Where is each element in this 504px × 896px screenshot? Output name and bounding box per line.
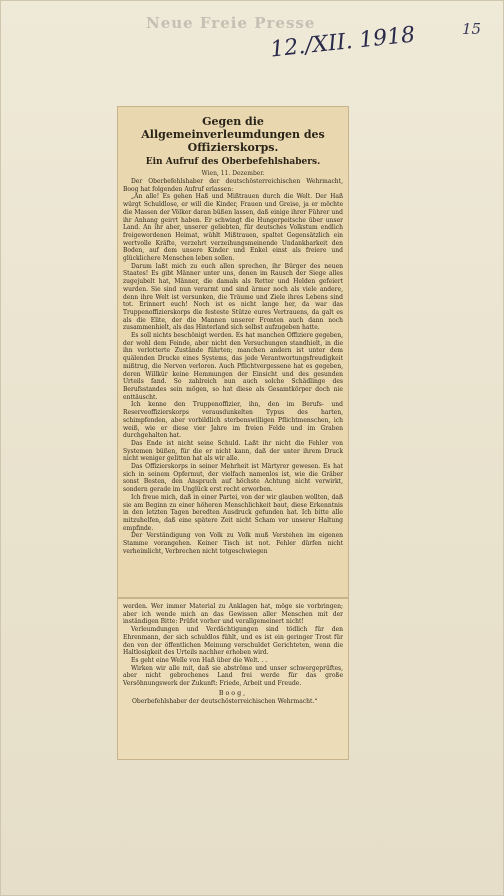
continuation-paragraph: Wirken wir alle mit, daß sie abströme und unser schwergeprüftes, aber nicht gebrochenes Land frei werde für das große Versöhnungswerk der Zukunft: Friede, Arbeit und Freude. <box>123 664 343 688</box>
article-paragraph: Das Ende ist nicht seine Schuld. Laßt ihr nicht die Fehler von Systemen büßen, für die er nicht kann, daß der unter ihrem Druck nicht weniger gelitten hat als wir alle. <box>123 439 343 463</box>
continuation-paragraph: werden. Wer immer Material zu Anklagen hat, möge sie vorbringen; aber ich wende mich an das Gewissen aller Menschen mit der inständigen Bitte: Prüfet vorher und verallgemeinert nicht! <box>123 603 343 626</box>
article-subheadline: Ein Aufruf des Oberbefehlshabers. <box>145 157 321 167</box>
continuation-paragraph: Es geht eine Welle von Haß über die Welt. . . <box>131 656 268 664</box>
article-paragraph: „An alle! Es gehen Haß und Mißtrauen durch die Welt. Der Haß würgt Schuldlose, er will die Kinder, Frauen und Greise, ja er möchte die Massen der Völker daran büßen lassen, daß einige ihrer Führer und ihr Anhang geirrt haben. Er schwingt die Hungerpeitsche über unser Land. An ihr aber, unserer geliebten, für deutsches Volkstum endlich freigewordenen Heimat, wühlt Mißtrauen, spaltet Gegensätzlich ein wertvolle Kräfte, verzehrt verzeihungsmeinende Undankbarkeit den Boden, auf dem unsere Kinder und Enkel einst als freiere und glücklichere Menschen leben sollen. <box>123 193 343 263</box>
article-paragraph: Der Oberbefehlshaber der deutschösterreichischen Wehrmacht, Boog hat folgenden Aufruf erlassen: <box>123 178 343 193</box>
article-paragraph: Der Verständigung von Volk zu Volk muß Verstehen im eigenen Stamme vorangehen. Keiner Tisch ist not. Fehler dürfen nicht verheimlicht, Verbrechen nicht totgeschwiegen <box>123 532 343 555</box>
continuation-paragraph: Verleumdungen und Verdächtigungen sind tödlich für den Ehrenmann, der sich schuldlos fühlt, und es ist ein geringer Trost für den von der öffentlichen Meinung verschuldet Gerichteten, wenn die Haltlosigkeit des Urteils nachher erhoben wird. <box>123 626 343 657</box>
article-paragraph: Es soll nichts beschönigt werden. Es hat manchen Offiziere gegeben, der wohl dem Feinde, aber nicht den Versuchungen standhielt, in die ihn verlotterte Zustände führten; manchen andern ist unter dem quälenden Drucke eines Systems, das jede Verantwortungsfreudigkeit mißtrug, die Nerven verloren. Auch Pflichtvergessene hat es gegeben, deren Willkür keine Hemmungen der Einsicht und des gesunden Urteils fand. So zahlreich nun auch solche Schädlinge des Berufsstandes sein mögen, so hat diese als Gesamtkörper doch nie enttäuscht. <box>123 332 343 401</box>
handwritten-date: 12./XII. 1918 <box>269 22 417 63</box>
newspaper-clipping-continuation <box>117 598 349 760</box>
article-paragraph: Ich kenne den Truppenoffizier, ihn, den im Berufs- und Reserveoffizierskorps verausdunkelten Typus des harten, schimpfenden, aber vorbildlich sterbenswilligen Pflichtmenschen, ich weiß, wie er diese vier Jahre im freien Felde und im Graben durchgehalten hat. <box>123 401 343 440</box>
page-number: 15 <box>462 20 482 38</box>
signature-title: Oberbefehlshaber der deutschösterreichischen Wehrmacht.“ <box>132 697 318 705</box>
article-dateline: Wien, 11. Dezember. <box>201 170 265 177</box>
newspaper-clipping <box>117 106 349 598</box>
article-paragraph: Das Offizierskorps in seiner Mehrheit ist Märtyrer gewesen. Es hat sich in seinem Opfermut, der vielfach namenlos ist, wie die Gräber sonst Besten, den Anspruch auf höchste Achtung nicht verwirkt, sondern gerade im Unglück erst recht erworben. <box>123 463 343 494</box>
article-headline: Gegen die Allgemeinverleumdungen des Offizierskorps. <box>141 115 325 154</box>
article-paragraph: Darum laßt mich zu euch allen sprechen, ihr Bürger des neuen Staates! Es gibt Männer unter uns, denen im Rausch der Siege alles zugejubelt hat, Männer, die damals als Retter und Helden gefeiert wurden. Sie sind nun verarmt und sind ärmer noch als viele andere, denn ihre Welt ist versunken, die Träume und Ziele ihres Lebens sind tot. Erinnert euch! Noch ist es nicht lange her, da war das Truppenoffizierskorps die festeste Stütze eures Vertrauens, da galt es als die Elite, der die Mannen unserer Fronten auch dann noch zusammenhielt, als das Hinterland sich selbst aufzugeben hatte. <box>123 262 343 332</box>
newspaper-stamp: Neue Freie Presse <box>146 14 316 32</box>
signature-name: Boog, <box>218 689 248 697</box>
article-paragraph: Ich freue mich, daß in einer Partei, von der wir glauben wollten, daß sie am Beginn zu einer höheren Menschlichkeit baut, diese Erkenntnis in den letzten Tagen beredten Ausdruck gefunden hat. Ich bitte alle mitzuhelfen, daß eine spätere Zeit nicht Scham vor unserer Haltung empfinde. <box>123 493 343 532</box>
